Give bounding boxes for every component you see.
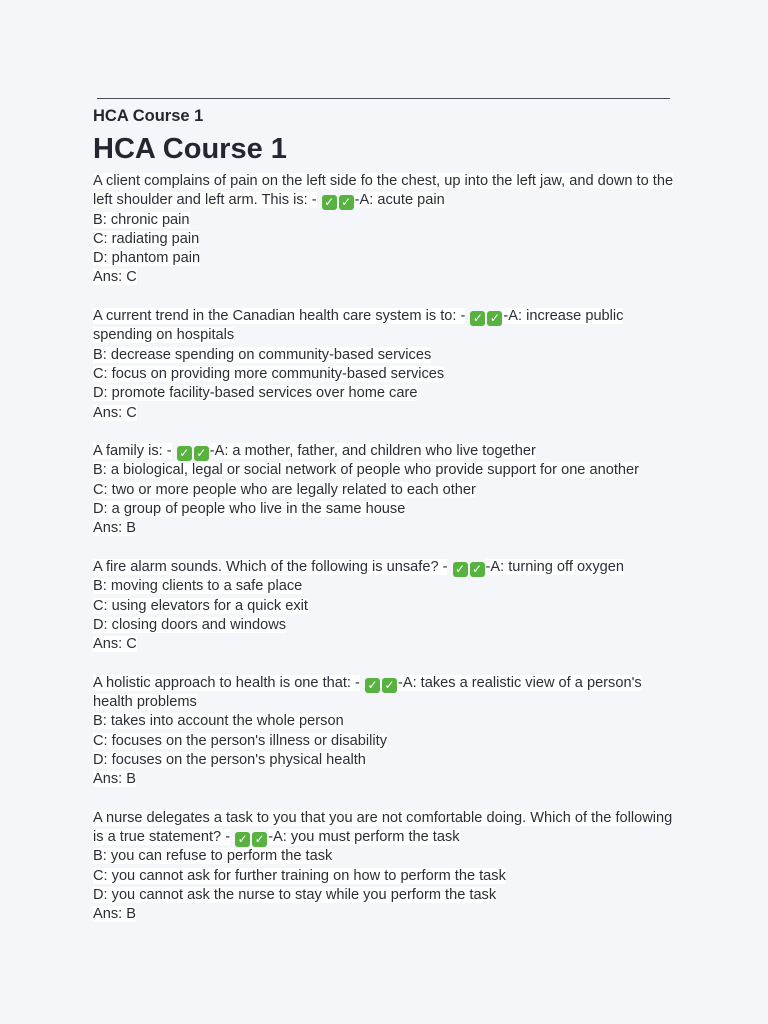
question-block [93,809,683,925]
question-block [93,442,683,538]
option-d: D: you cannot ask the nurse to stay while you perform the task [93,886,497,903]
option-d-line [93,886,683,905]
option-a: -A: you must perform the task [268,829,460,846]
option-b-line [93,461,683,480]
check-icon: ✓ [470,562,485,577]
option-b-line [93,346,683,365]
option-c-line [93,481,683,500]
option-c-line [93,230,683,249]
document-page [93,106,683,944]
answer-line [93,770,683,789]
answer-line [93,635,683,654]
option-d-line [93,500,683,519]
option-b-line [93,577,683,596]
check-icon: ✓ [382,678,397,693]
option-b: B: chronic pain [93,211,190,228]
option-c: C: radiating pain [93,230,200,247]
option-c-line [93,867,683,886]
check-icon: ✓ [252,832,267,847]
question-stem-line [93,674,683,713]
check-icon: ✓ [470,311,485,326]
option-b-line [93,712,683,731]
option-d: D: a group of people who live in the same house [93,501,406,518]
question-stem-line [93,307,683,346]
option-d: D: closing doors and windows [93,616,287,633]
option-d-line [93,616,683,635]
answer-line [93,268,683,287]
option-b: B: decrease spending on community-based services [93,346,432,363]
check-icon: ✓ [453,562,468,577]
option-d-line [93,384,683,403]
option-c: C: using elevators for a quick exit [93,597,308,614]
question-stem: A current trend in the Canadian health care system is to: - [93,308,466,325]
option-a: -A: increase public spending on hospitals [93,308,624,344]
check-icon: ✓ [365,678,380,693]
option-d: D: promote facility-based services over home care [93,385,418,402]
answer: Ans: B [93,520,136,537]
option-b: B: you can refuse to perform the task [93,848,333,865]
question-stem-line [93,172,683,211]
question-block [93,674,683,790]
answer-line [93,519,683,538]
option-b-line [93,211,683,230]
page-title: HCA Course 1 [93,133,287,165]
check-icon: ✓ [194,446,209,461]
question-stem: A client complains of pain on the left side fo the chest, up into the left jaw, and down to the left shoulder and left arm. This is: - [93,173,674,209]
question-block [93,307,683,423]
question-stem-line [93,442,683,461]
answer: Ans: C [93,636,137,653]
question-stem-line [93,809,683,848]
check-icon: ✓ [487,311,502,326]
option-b: B: takes into account the whole person [93,713,344,730]
check-icon: ✓ [339,195,354,210]
check-icon: ✓ [177,446,192,461]
top-divider [97,98,670,99]
option-d: D: phantom pain [93,250,201,267]
question-stem-line [93,558,683,577]
check-icon: ✓ [322,195,337,210]
option-b: B: moving clients to a safe place [93,578,303,595]
question-block [93,558,683,654]
document-header-title: HCA Course 1 [93,107,204,125]
option-c: C: two or more people who are legally related to each other [93,481,476,498]
question-block [93,172,683,288]
answer: Ans: C [93,404,137,421]
option-a: -A: acute pain [354,192,445,209]
option-a: -A: a mother, father, and children who live together [209,443,536,460]
answer-line [93,905,683,924]
option-d-line [93,249,683,268]
option-c-line [93,732,683,751]
option-d: D: focuses on the person's physical health [93,751,366,768]
option-b: B: a biological, legal or social network of people who provide support for one another [93,462,639,479]
option-c: C: focuses on the person's illness or disability [93,732,387,749]
question-stem: A nurse delegates a task to you that you are not comfortable doing. Which of the following is a true statement? - [93,809,673,846]
check-icon: ✓ [235,832,250,847]
answer: Ans: B [93,906,136,923]
question-stem: A fire alarm sounds. Which of the following is unsafe? - [93,558,448,575]
option-a: -A: turning off oxygen [485,558,625,575]
answer-line [93,404,683,423]
question-stem: A family is: - [93,443,172,460]
option-c: C: you cannot ask for further training on how to perform the task [93,867,506,884]
option-c-line [93,597,683,616]
option-c-line [93,365,683,384]
answer: Ans: C [93,269,137,286]
option-d-line [93,751,683,770]
option-a: -A: takes a realistic view of a person's health problems [93,674,642,711]
question-stem: A holistic approach to health is one that: - [93,674,360,691]
answer: Ans: B [93,771,136,788]
option-b-line [93,847,683,866]
option-c: C: focus on providing more community-based services [93,365,445,382]
